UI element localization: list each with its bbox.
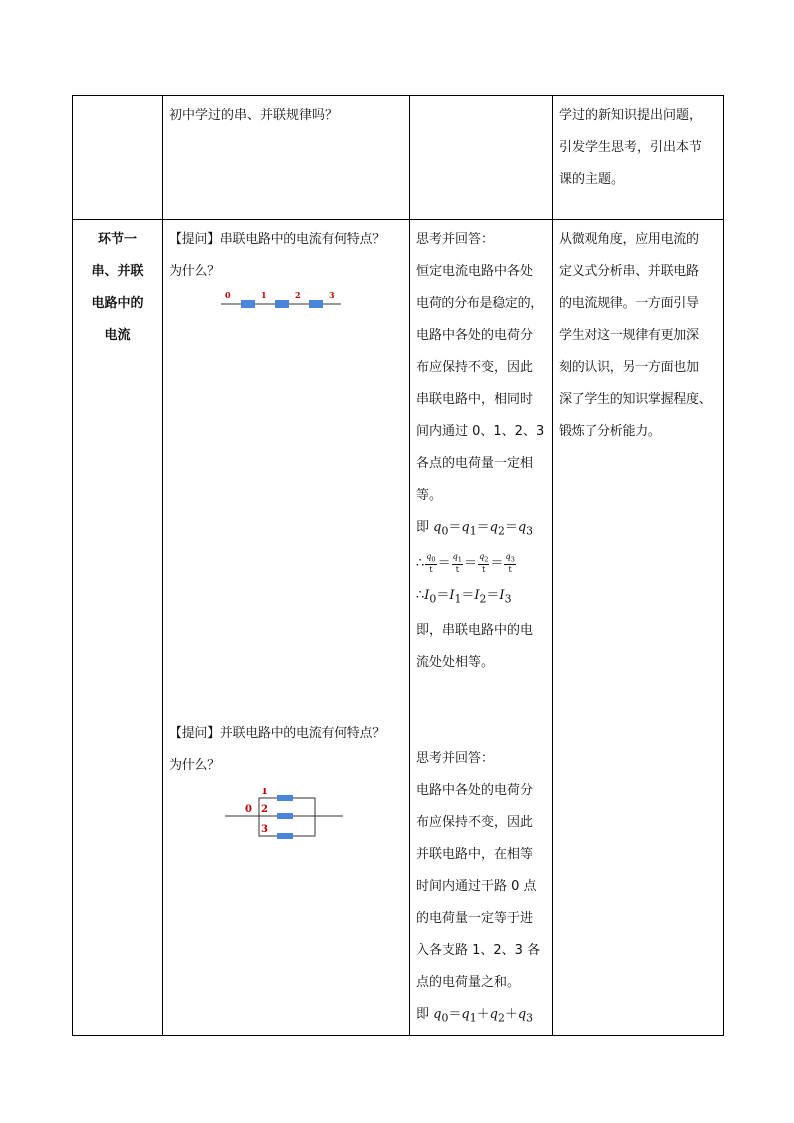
answer-line: 串联电路中，相同时	[416, 392, 534, 407]
series-label-0: 0	[225, 290, 231, 300]
intent-line: 锻炼了分析能力。	[559, 424, 661, 439]
design-intent-cell	[553, 220, 724, 1036]
spacer	[169, 312, 403, 718]
charge-over-time-formula: ∴ $\frac{q_0}{t}$ ＝ $\frac{q_1}{t}$ ＝ $\frac{q_2}{t}$ ＝ $\frac{q_3}{t}$	[416, 551, 515, 575]
parallel-label-2: 2	[261, 804, 268, 815]
answer-line: 思考并回答：	[416, 232, 495, 247]
series-circuit-diagram	[217, 290, 357, 312]
conclusion-line: 即，串联电路中的电	[416, 623, 534, 639]
lesson-plan-table	[72, 95, 724, 1036]
answer-line: 恒定电流电路中各处	[416, 264, 534, 279]
intent-line: 定义式分析串、并联电路	[559, 264, 699, 279]
answer-line: 点的电荷量之和。	[416, 975, 521, 991]
answer-line: 电路中各处的电荷分	[416, 328, 534, 343]
intent-line: 学生对这一规律有更加深	[559, 328, 699, 343]
intent-line: 深了学生的知识掌握程度、	[559, 392, 712, 407]
series-label-1: 1	[261, 290, 267, 300]
student-activity-cell-empty	[410, 96, 553, 220]
answer-line: 布应保持不变，因此	[416, 815, 534, 831]
answer-line: 电路中各处的电荷分	[416, 783, 534, 799]
answer-line: 电荷的分布是稳定的，	[416, 296, 544, 311]
series-question: 【提问】串联电路中的电流有何特点？	[169, 232, 385, 247]
series-question: 为什么？	[169, 264, 220, 279]
stage-cell-empty	[73, 96, 163, 220]
series-label-3: 3	[329, 290, 335, 300]
conclusion-line: 流处处相等。	[416, 655, 495, 671]
answer-line: 各点的电荷量一定相	[416, 456, 534, 471]
intent-line: 引发学生思考，引出本节	[559, 140, 703, 155]
intent-line: 学过的新知识提出问题，	[559, 108, 703, 123]
intent-line: 课的主题。	[559, 172, 625, 187]
stage-line: 电流	[104, 328, 131, 343]
teacher-activity-cell	[163, 96, 410, 220]
answer-line: 布应保持不变，因此	[416, 360, 534, 375]
spacer	[416, 679, 546, 743]
intent-line: 的电流规律。一方面引导	[559, 296, 699, 311]
answer-line: 的电荷量一定等于进	[416, 911, 534, 927]
teacher-activity-cell	[163, 220, 410, 1036]
series-resistor-2	[275, 300, 289, 308]
parallel-label-1: 1	[261, 788, 268, 797]
answer-line: 等。	[416, 488, 443, 503]
parallel-label-0: 0	[245, 804, 252, 815]
answer-line: 思考并回答：	[416, 751, 495, 767]
series-label-2: 2	[295, 290, 301, 300]
stage-line: 串、并联	[91, 264, 144, 279]
series-resistor-1	[241, 300, 255, 308]
parallel-question: 为什么？	[169, 758, 220, 773]
answer-line: 间内通过 0、1、2、3	[416, 424, 545, 439]
parallel-resistor-2	[277, 813, 293, 819]
table-row	[73, 220, 724, 1036]
answer-line: 时间内通过干路 0 点	[416, 879, 537, 895]
table-row	[73, 96, 724, 220]
student-activity-cell	[410, 220, 553, 1036]
stage-line: 电路中的	[91, 296, 144, 311]
stage-cell	[73, 220, 163, 1036]
question-text: 初中学过的串、并联规律吗？	[169, 108, 339, 123]
parallel-charge-formula: 即 $q_0=q_1+q_2+q_3$	[416, 1007, 534, 1025]
answer-line: 并联电路中，在相等	[416, 847, 534, 863]
parallel-resistor-1	[277, 795, 293, 801]
parallel-question: 【提问】并联电路中的电流有何特点？	[169, 726, 385, 741]
intent-line: 从微观角度，应用电流的	[559, 232, 699, 247]
charge-equality-formula: 即 $q_0=q_1=q_2=q_3$	[416, 520, 534, 538]
parallel-resistor-3	[277, 833, 293, 839]
parallel-circuit-diagram	[225, 788, 345, 848]
parallel-label-3: 3	[261, 824, 268, 835]
stage-line: 环节一	[97, 232, 137, 247]
answer-line: 入各支路 1、2、3 各	[416, 943, 541, 959]
current-equality-formula: $\therefore I_0=I_1=I_2=I_3$	[416, 587, 512, 606]
intent-line: 刻的认识，另一方面也加	[559, 360, 699, 375]
series-resistor-3	[309, 300, 323, 308]
design-intent-cell	[553, 96, 724, 220]
